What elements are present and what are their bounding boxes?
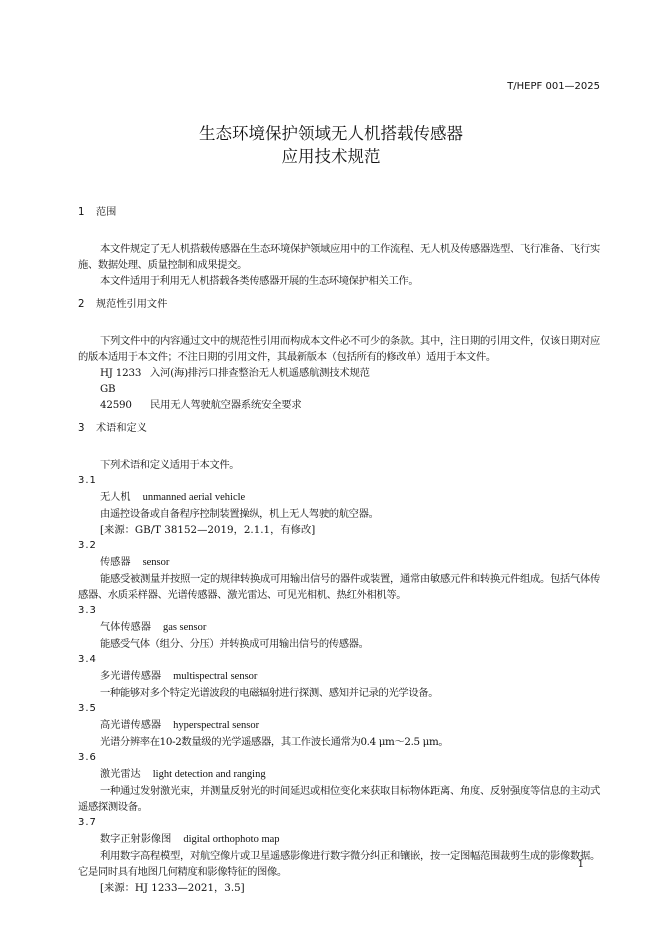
reference-code: GB 42590 bbox=[100, 383, 132, 411]
section-heading-scope bbox=[78, 205, 600, 221]
term-number: 3.1 bbox=[78, 475, 97, 486]
section-number: 1 bbox=[78, 207, 85, 218]
term-english: sensor bbox=[142, 557, 170, 568]
term-english: light detection and ranging bbox=[152, 769, 266, 780]
term-chinese: 数字正射影像图 bbox=[100, 834, 172, 845]
term-definition: 利用数字高程模型，对航空像片或卫星遥感影像进行数字微分纠正和镶嵌，按一定图幅范围裁剪生成的影像数据。它是同时具有地图几何精度和影像特征的图像。 bbox=[78, 850, 600, 878]
reference-name: 入河(海)排污口排查整治无人机遥感航测技术规范 bbox=[150, 367, 370, 379]
section-number: 3 bbox=[78, 423, 85, 434]
document-body bbox=[78, 205, 600, 896]
term-title bbox=[78, 554, 600, 571]
section-number: 2 bbox=[78, 299, 85, 310]
section-title: 范围 bbox=[96, 207, 117, 218]
term-chinese: 激光雷达 bbox=[100, 769, 141, 780]
term-definition: 能感受被测量并按照一定的规律转换成可用输出信号的器件或装置，通常由敏感元件和转换元件组成。包括气体传感器、水质采样器、光谱传感器、激光雷达、可见光相机、热红外相机等。 bbox=[78, 573, 600, 601]
term-number: 3.4 bbox=[78, 654, 97, 665]
term-source: [来源：GB/T 38152—2019，2.1.1，有修改] bbox=[100, 524, 316, 536]
term-chinese: 气体传感器 bbox=[100, 622, 151, 633]
term-number: 3.5 bbox=[78, 703, 97, 714]
title-line-1: 生态环境保护领域无人机搭载传感器 bbox=[199, 124, 463, 143]
term-definition: 由遥控设备或自备程序控制装置操纵，机上无人驾驶的航空器。 bbox=[100, 508, 379, 520]
paragraph: 本文件规定了无人机搭载传感器在生态环境保护领域应用中的工作流程、无人机及传感器选型、飞行准备、飞行实施、数据处理、质量控制和成果提交。 bbox=[78, 243, 600, 271]
reference-code: HJ 1233 bbox=[100, 367, 142, 379]
term-definition: 一种能够对多个特定光谱波段的电磁辐射进行探测、感知并记录的光学设备。 bbox=[100, 687, 439, 699]
reference-name: 民用无人驾驶航空器系统安全要求 bbox=[150, 399, 302, 411]
paragraph: 下列术语和定义适用于本文件。 bbox=[100, 459, 240, 471]
term-number: 3.2 bbox=[78, 540, 97, 551]
term-title bbox=[78, 766, 600, 783]
term-chinese: 高光谱传感器 bbox=[100, 720, 162, 731]
term-title bbox=[78, 831, 600, 848]
section-title: 规范性引用文件 bbox=[96, 299, 168, 310]
term-number: 3.6 bbox=[78, 752, 97, 763]
term-title bbox=[78, 489, 600, 506]
term-definition: 一种通过发射激光束，并测量反射光的时间延迟或相位变化来获取目标物体距离、角度、反射强度等信息的主动式遥感探测设备。 bbox=[78, 785, 600, 813]
reference-item bbox=[78, 381, 600, 413]
term-english: hyperspectral sensor bbox=[173, 720, 260, 731]
term-number: 3.3 bbox=[78, 605, 97, 616]
term-title bbox=[78, 619, 600, 636]
term-definition: 能感受气体（组分、分压）并转换成可用输出信号的传感器。 bbox=[100, 638, 369, 650]
term-number: 3.7 bbox=[78, 817, 97, 828]
section-title: 术语和定义 bbox=[96, 423, 147, 434]
reference-item bbox=[78, 365, 600, 381]
standard-code: T/HEPF 001—2025 bbox=[507, 81, 600, 92]
title-line-2: 应用技术规范 bbox=[281, 147, 381, 166]
term-chinese: 传感器 bbox=[100, 557, 131, 568]
paragraph: 下列文件中的内容通过文中的规范性引用而构成本文件必不可少的条款。其中，注日期的引用文件，仅该日期对应的版本适用于本文件；不注日期的引用文件，其最新版本（包括所有的修改单）适用于本文件。 bbox=[78, 335, 600, 363]
term-title bbox=[78, 717, 600, 734]
term-english: gas sensor bbox=[162, 622, 207, 633]
term-source: [来源：HJ 1233—2021，3.5] bbox=[100, 882, 245, 894]
term-english: multispectral sensor bbox=[173, 671, 258, 682]
term-definition: 光谱分辨率在10-2数量级的光学遥感器，其工作波长通常为0.4 μm～2.5 μm。 bbox=[100, 736, 449, 748]
term-english: digital orthophoto map bbox=[183, 834, 280, 845]
paragraph: 本文件适用于利用无人机搭载各类传感器开展的生态环境保护相关工作。 bbox=[100, 275, 419, 287]
term-english: unmanned aerial vehicle bbox=[142, 492, 246, 503]
document-title bbox=[0, 122, 662, 168]
term-title bbox=[78, 668, 600, 685]
term-chinese: 多光谱传感器 bbox=[100, 671, 162, 682]
section-heading-normative bbox=[78, 297, 600, 313]
page-number: 1 bbox=[577, 859, 584, 870]
term-chinese: 无人机 bbox=[100, 492, 131, 503]
section-heading-terms bbox=[78, 421, 600, 437]
